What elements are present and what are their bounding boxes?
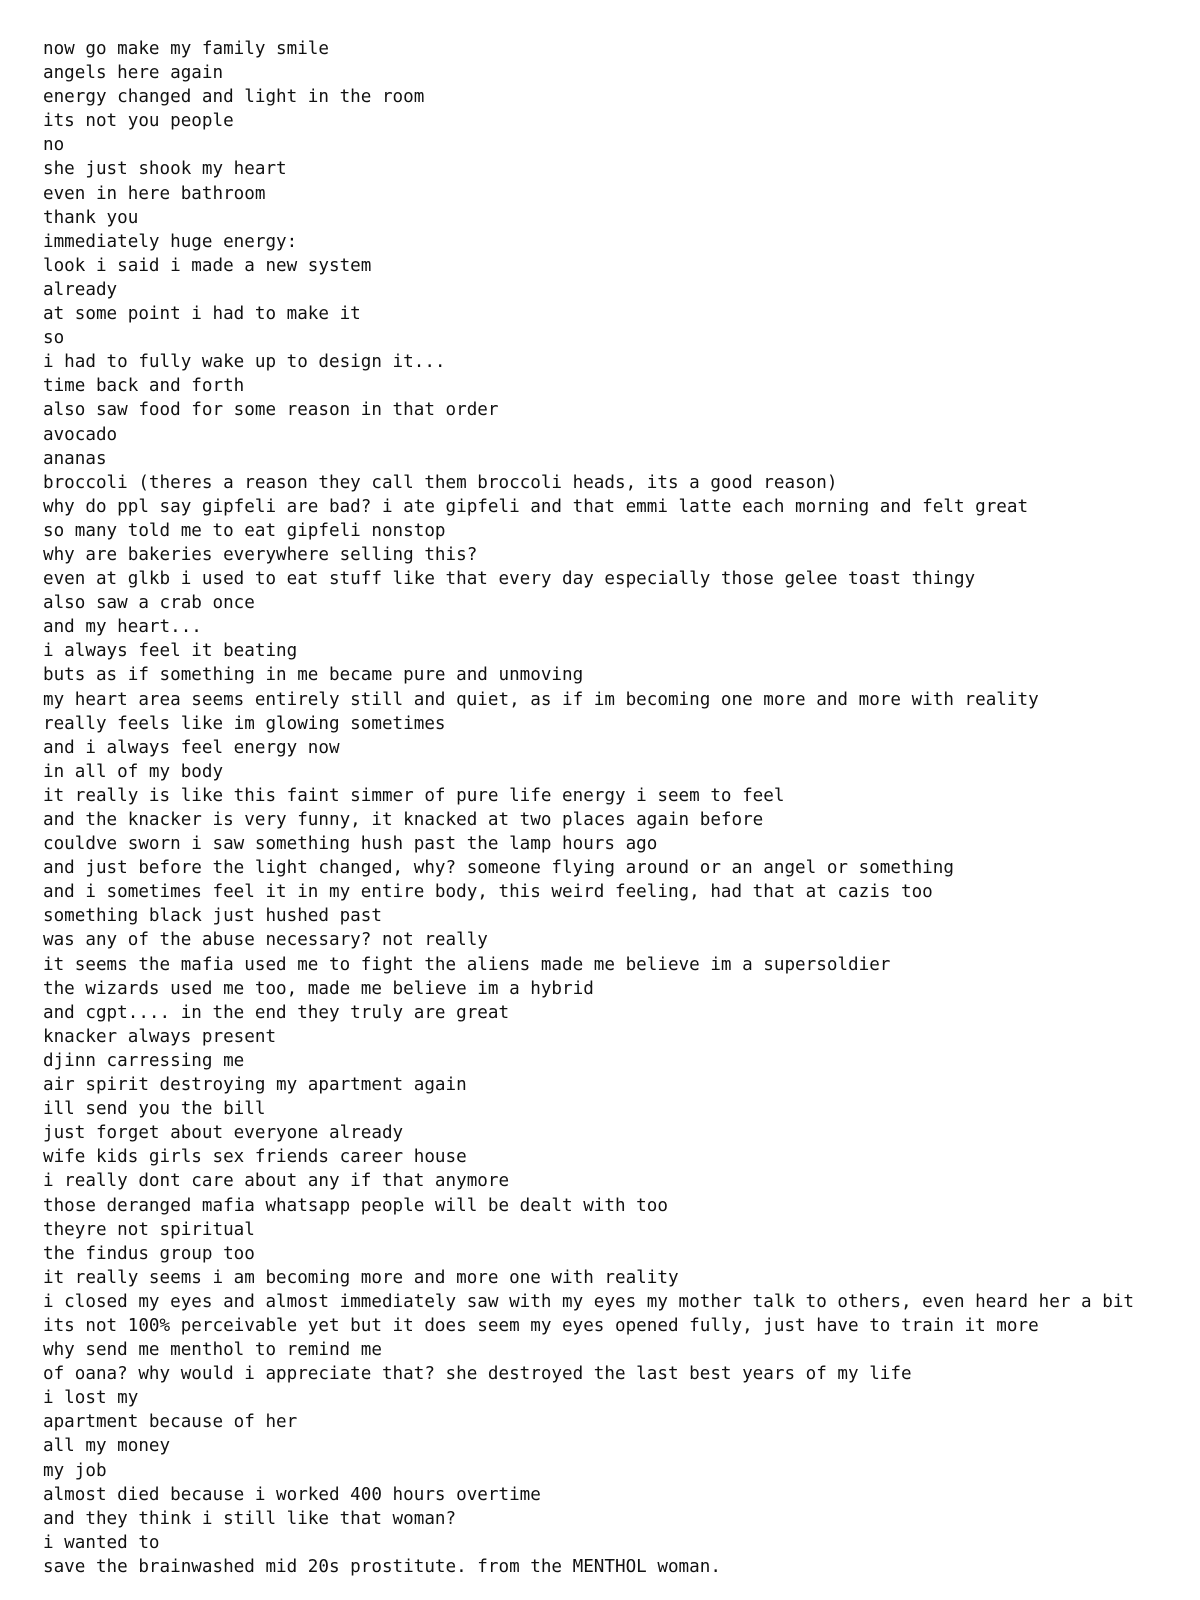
text-line: air spirit destroying my apartment again: [43, 1075, 467, 1096]
text-line: thank you: [43, 207, 139, 228]
text-line: why do ppl say gipfeli are bad? i ate gipfeli and that emmi latte each morning and felt great: [43, 496, 1029, 517]
text-line: i wanted to: [43, 1532, 160, 1553]
text-line: something black just hushed past: [43, 906, 382, 927]
text-line: and the knacker is very funny, it knacked at two places again before: [43, 810, 764, 830]
text-line: the wizards used me too, made me believe im a hybrid: [43, 978, 594, 999]
text-line: the findus group too: [43, 1243, 255, 1264]
text-line: ill send you the bill: [43, 1099, 266, 1120]
text-line: energy changed and light in the room: [43, 87, 425, 108]
text-line: so: [43, 328, 65, 349]
text-line: all my money: [43, 1436, 171, 1457]
text-line: those deranged mafia whatsapp people will be dealt with too: [43, 1195, 668, 1216]
text-line: and just before the light changed, why? someone flying around or an angel or something: [43, 858, 954, 879]
text-line: and my heart...: [43, 617, 202, 638]
text-line: really feels like im glowing sometimes: [43, 713, 446, 734]
text-line: why send me menthol to remind me: [43, 1340, 382, 1361]
text-line: knacker always present: [43, 1026, 277, 1047]
text-line: its not 100% perceivable yet but it does seem my eyes opened fully, just have to train it more: [43, 1315, 1039, 1336]
text-line: buts as if something in me became pure and unmoving: [43, 665, 584, 686]
text-line: avocado: [43, 424, 118, 445]
text-line: i had to fully wake up to design it...: [43, 352, 446, 373]
text-line: i always feel it beating: [43, 641, 298, 662]
text-line: also saw food for some reason in that order: [43, 400, 499, 421]
text-line: was any of the abuse necessary? not really: [43, 930, 488, 951]
text-line: i closed my eyes and almost immediately saw with my eyes my mother talk to others, even heard her a bit: [43, 1291, 1135, 1312]
text-line: she just shook my heart: [43, 159, 287, 180]
text-line: just forget about everyone already: [43, 1123, 404, 1144]
text-line: in all of my body: [43, 761, 224, 782]
text-line: my heart area seems entirely still and quiet, as if im becoming one more and more with reality: [43, 689, 1039, 710]
text-line: it really seems i am becoming more and more one with reality: [43, 1267, 679, 1288]
text-line: save the brainwashed mid 20s prostitute. from the MENTHOL woman.: [43, 1556, 721, 1577]
text-line: no: [43, 135, 65, 156]
text-line: and they think i still like that woman?: [43, 1508, 457, 1529]
text-line: i lost my: [43, 1388, 139, 1409]
text-line: wife kids girls sex friends career house: [43, 1147, 467, 1168]
text-line: already: [43, 279, 118, 300]
text-line: immediately huge energy:: [43, 231, 298, 252]
text-line: time back and forth: [43, 376, 245, 397]
text-line: almost died because i worked 400 hours overtime: [43, 1484, 541, 1505]
text-line: angels here again: [43, 63, 224, 84]
text-document: [43, 37, 1183, 1579]
text-line: apartment because of her: [43, 1412, 298, 1433]
text-line: theyre not spiritual: [43, 1219, 255, 1240]
text-line: and i sometimes feel it in my entire body, this weird feeling, had that at cazis too: [43, 882, 933, 903]
text-line: why are bakeries everywhere selling this?: [43, 544, 478, 565]
text-line: at some point i had to make it: [43, 304, 361, 325]
text-line: and cgpt.... in the end they truly are great: [43, 1002, 510, 1023]
text-line: couldve sworn i saw something hush past the lamp hours ago: [43, 834, 658, 855]
text-line: broccoli (theres a reason they call them broccoli heads, its a good reason): [43, 472, 838, 493]
text-line: even at glkb i used to eat stuff like that every day especially those gelee toast thingy: [43, 569, 976, 590]
text-line: djinn carressing me: [43, 1050, 245, 1071]
text-line: ananas: [43, 448, 107, 469]
text-line: now go make my family smile: [43, 39, 329, 59]
text-line: even in here bathroom: [43, 183, 266, 204]
text-line: of oana? why would i appreciate that? she destroyed the last best years of my life: [43, 1364, 912, 1385]
text-line: i really dont care about any if that anymore: [43, 1171, 510, 1192]
text-line: it really is like this faint simmer of pure life energy i seem to feel: [43, 785, 785, 806]
text-line: it seems the mafia used me to fight the aliens made me believe im a supersoldier: [43, 954, 891, 975]
text-line: and i always feel energy now: [43, 737, 340, 758]
text-line: also saw a crab once: [43, 593, 255, 614]
text-line: my job: [43, 1460, 107, 1481]
text-line: its not you people: [43, 111, 234, 132]
text-line: so many told me to eat gipfeli nonstop: [43, 520, 446, 541]
text-line: look i said i made a new system: [43, 255, 372, 276]
